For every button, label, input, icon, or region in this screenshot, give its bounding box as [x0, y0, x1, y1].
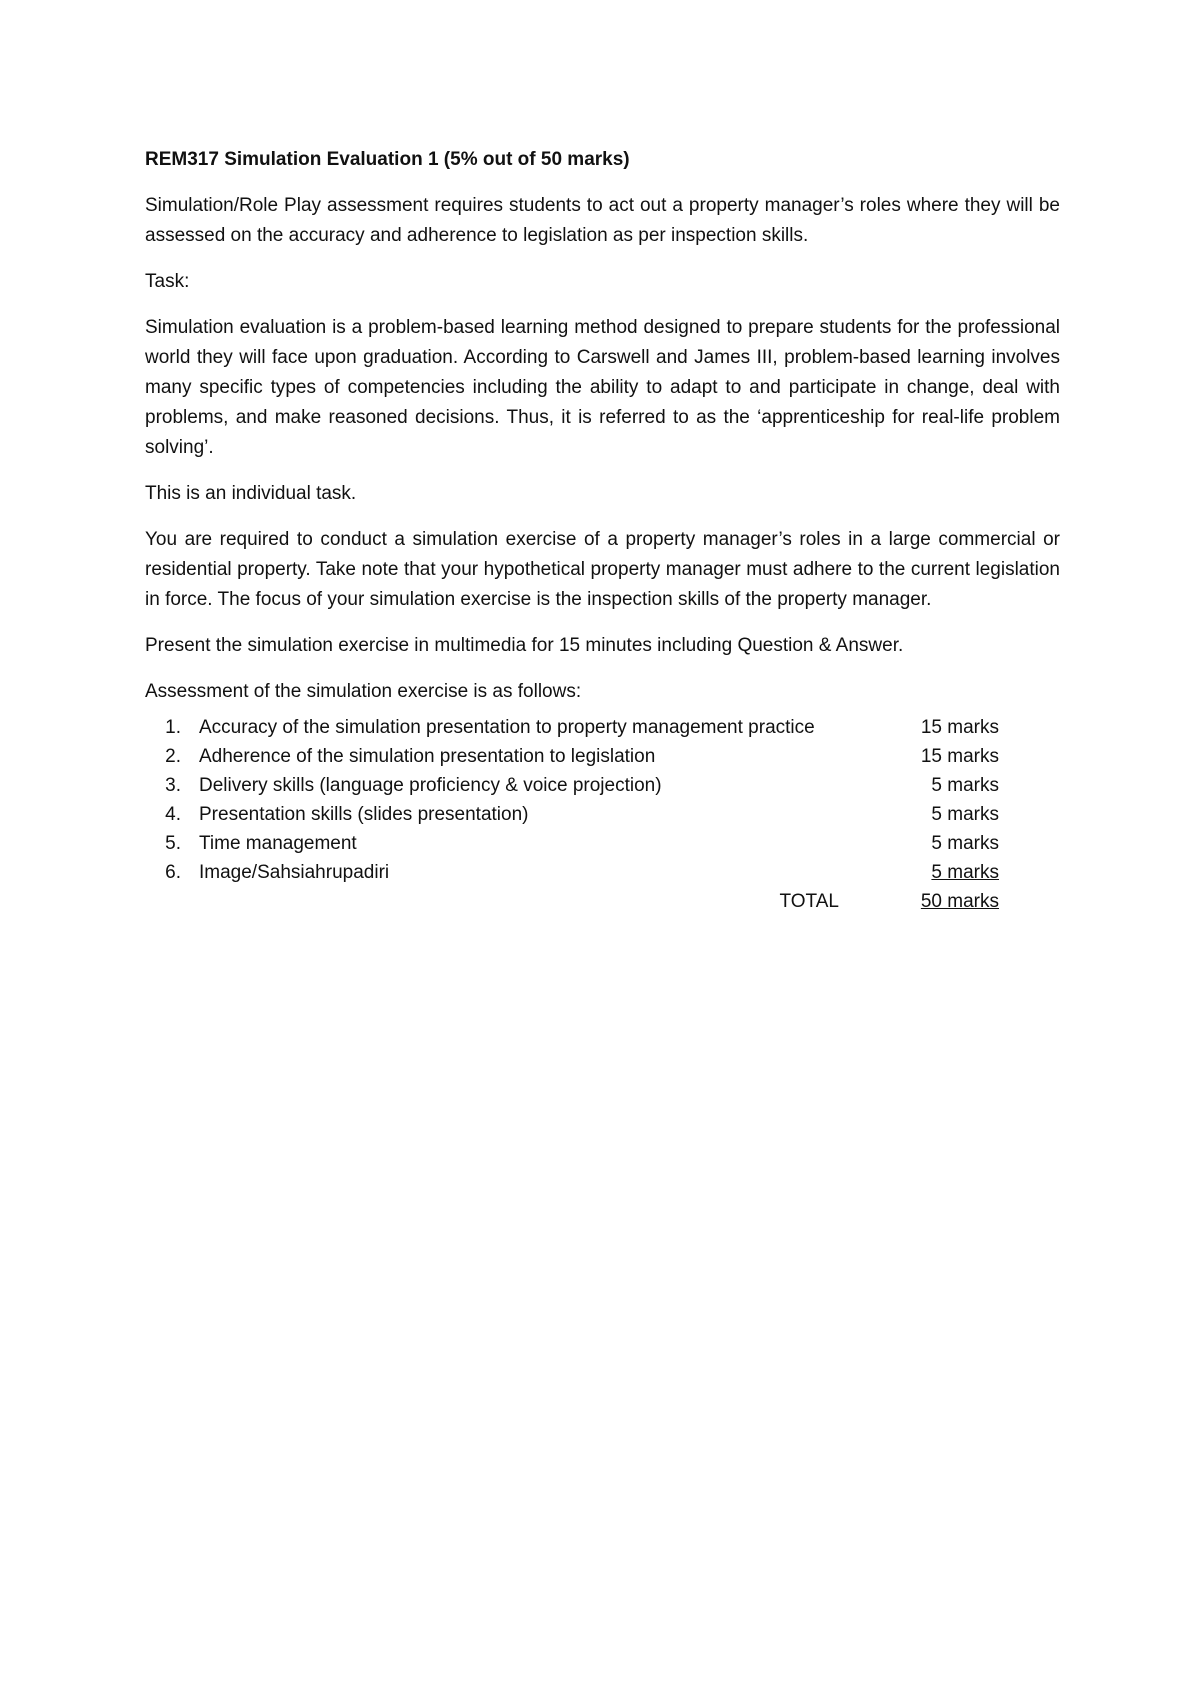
- task-paragraph: Simulation evaluation is a problem-based learning method designed to prepare students for the professional world they will face upon graduation. According to Carswell and James III, problem-based learning involves many specific types of competencies including the ability to adapt to and participate in change, deal with problems, and make reasoned decisions. Thus, it is referred to as the ‘apprenticeship for real-life problem solving’.: [145, 317, 1060, 458]
- criteria-number: 6.: [165, 862, 181, 883]
- intro-paragraph: Simulation/Role Play assessment requires students to act out a property manager’s roles where they will be assessed on the accuracy and adherence to legislation as per inspection skills.: [145, 195, 1060, 246]
- criteria-item: [145, 713, 1060, 742]
- criteria-number: 2.: [165, 746, 181, 767]
- criteria-marks: 15 marks: [920, 746, 999, 767]
- criteria-item: [145, 771, 1060, 800]
- criteria-number: 1.: [165, 717, 181, 738]
- criteria-label: Presentation skills (slides presentation): [199, 804, 529, 825]
- criteria-marks: 5 marks: [931, 804, 999, 825]
- criteria-label: Image/Sahsiahrupadiri: [199, 862, 390, 883]
- criteria-label: Accuracy of the simulation presentation to property management practice: [199, 717, 815, 738]
- requirement-paragraph: You are required to conduct a simulation exercise of a property manager’s roles in a large commercial or residential property. Take note that your hypothetical property manager must adhere to the current legislation in force. The focus of your simulation exercise is the inspection skills of the property manager.: [145, 529, 1060, 610]
- criteria-marks: 15 marks: [920, 717, 999, 738]
- criteria-item: [145, 829, 1060, 858]
- total-marks: 50 marks: [920, 891, 999, 912]
- total-row: [145, 887, 1060, 916]
- present-note: Present the simulation exercise in multimedia for 15 minutes including Question & Answer.: [145, 635, 904, 656]
- total-label: TOTAL: [779, 891, 839, 912]
- criteria-marks: 5 marks: [931, 775, 999, 796]
- document-title: REM317 Simulation Evaluation 1 (5% out of 50 marks): [145, 149, 630, 170]
- criteria-label: Adherence of the simulation presentation to legislation: [199, 746, 656, 767]
- individual-note: This is an individual task.: [145, 483, 357, 504]
- criteria-item: [145, 858, 1060, 887]
- criteria-item: [145, 742, 1060, 771]
- assessment-heading: Assessment of the simulation exercise is as follows:: [145, 681, 582, 702]
- criteria-marks: 5 marks: [931, 833, 999, 854]
- document-page: [145, 145, 1060, 916]
- criteria-item: [145, 800, 1060, 829]
- task-heading: Task:: [145, 271, 190, 292]
- criteria-list: [145, 713, 1060, 887]
- criteria-label: Time management: [199, 833, 357, 854]
- criteria-number: 4.: [165, 804, 181, 825]
- criteria-marks: 5 marks: [931, 862, 999, 883]
- criteria-number: 3.: [165, 775, 181, 796]
- criteria-label: Delivery skills (language proficiency & voice projection): [199, 775, 662, 796]
- criteria-number: 5.: [165, 833, 181, 854]
